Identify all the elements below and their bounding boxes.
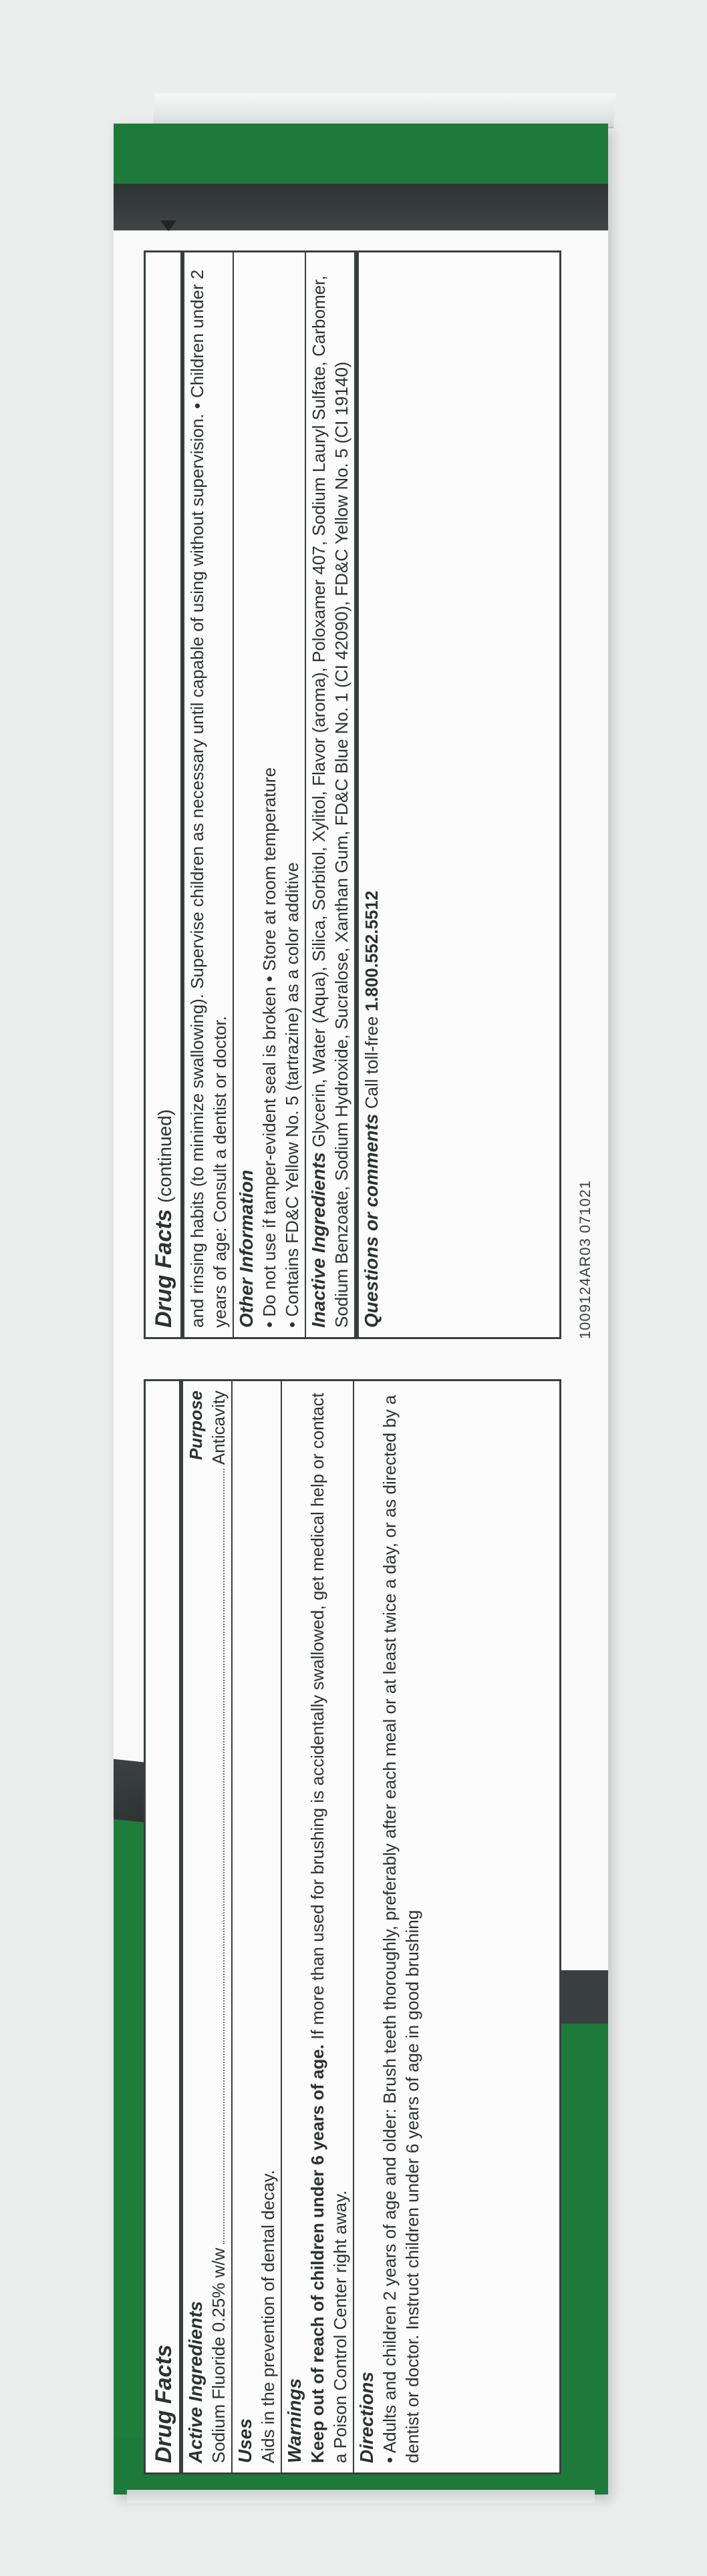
inactive-ingredients-text: Glycerin, Water (Aqua), Silica, Sorbitol, Xylitol, Flavor (aroma), Poloxamer 407, Sodium Lauryl Sulfate, Carbomer, Sodium Benzoate, Sodium Hydroxide, Sucralose, Xanthan Gum, FD&C Blue No. 1 (CI 42090), FD&C Yellow No. 5 (CI 19140)	[309, 275, 351, 1328]
drug-facts-continued-title	[146, 252, 184, 1337]
drug-facts-continued-box	[144, 250, 561, 1339]
inactive-ingredients-heading: Inactive Ingredients	[308, 1152, 329, 1328]
questions-text: Call toll-free	[362, 1016, 382, 1109]
ingredient-purpose: Anticavity	[208, 1391, 229, 1465]
other-information-section	[234, 252, 306, 1337]
leader-dots	[223, 1469, 225, 2243]
inactive-ingredients-section	[306, 252, 356, 1337]
directions-heading: Directions	[356, 2372, 377, 2463]
questions-heading: Questions or comments	[361, 1113, 382, 1328]
warnings-bold-text: Keep out of reach of children under 6 years of age.	[307, 2044, 327, 2463]
drug-facts-box	[144, 1379, 561, 2474]
warnings-heading: Warnings	[284, 2378, 305, 2463]
active-ingredient: Sodium Fluoride 0.25% w/w	[208, 2247, 229, 2463]
carton-dark-band	[114, 184, 608, 230]
purpose-heading: Purpose	[186, 1391, 206, 1461]
warnings-section	[282, 1381, 354, 2472]
warnings-text: If more than used for brushing is accidentally swallowed, get medical help or contact a Poison Control Center right away.	[307, 1393, 350, 2463]
active-ingredient-row	[207, 1391, 230, 2463]
other-information-item: • Contains FD&C Yellow No. 5 (tartrazine) as a color additive	[282, 862, 302, 1328]
drug-facts-continued-title-text: Drug Facts	[151, 1209, 176, 1328]
drug-facts-label	[144, 244, 593, 2474]
other-information-heading: Other Information	[236, 1169, 257, 1328]
directions-continued-section	[184, 252, 234, 1337]
active-ingredients-header-row	[184, 1391, 207, 2463]
directions-section	[354, 1381, 425, 2472]
directions-continued-text: and rinsing habits (to minimize swallowing). Supervise children as necessary until capable of using without supervision. • Children under 2 years of age: Consult a dentist or doctor.	[187, 269, 230, 1328]
other-information-item: • Do not use if tamper-evident seal is broken • Store at room temperature	[259, 767, 279, 1328]
drug-facts-title: Drug Facts	[146, 1381, 183, 2472]
active-ingredients-heading: Active Ingredients	[185, 2301, 206, 2463]
carton-bottom-edge	[127, 2490, 595, 2503]
questions-phone: 1.800.552.5512	[362, 890, 382, 1012]
uses-section	[233, 1381, 282, 2472]
uses-heading: Uses	[235, 2418, 255, 2463]
continued-arrow-icon	[160, 220, 176, 231]
active-ingredients-section	[183, 1381, 233, 2472]
lot-code: 1009124AR03 071021	[577, 1179, 593, 1339]
questions-section	[356, 252, 384, 1337]
uses-text: Aids in the prevention of dental decay.	[258, 2170, 278, 2463]
continued-suffix: (continued)	[154, 1109, 175, 1203]
warnings-body	[306, 1391, 351, 2463]
directions-text: • Adults and children 2 years of age and older: Brush teeth thoroughly, preferably after each meal or at least twice a day, or as directed by a dentist or doctor. Instruct children under 6 years of age in good brushing	[380, 1395, 422, 2463]
